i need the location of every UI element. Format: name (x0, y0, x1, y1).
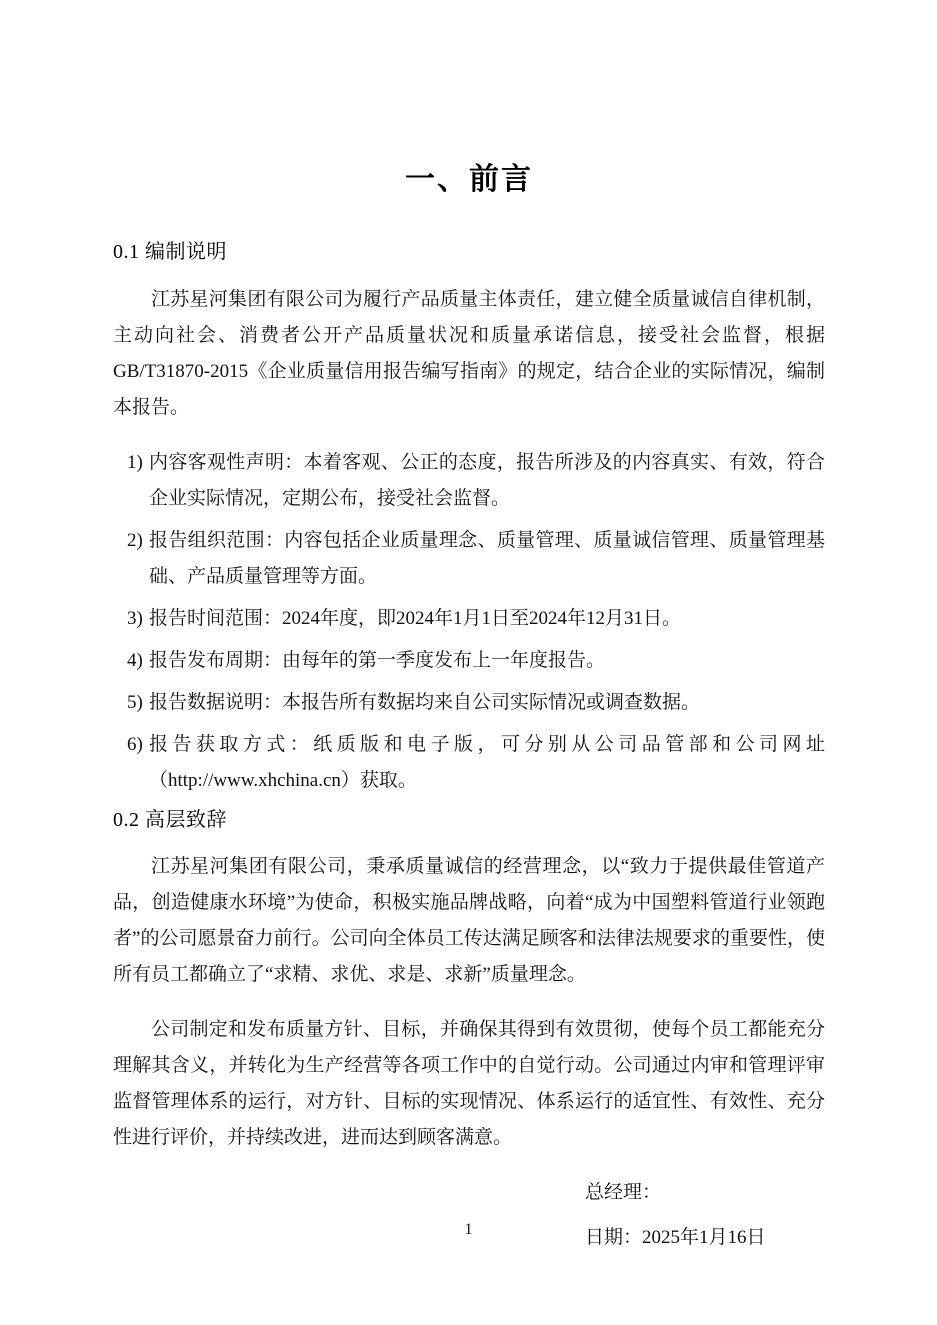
speech-paragraph-1: 江苏星河集团有限公司，秉承质量诚信的经营理念，以“致力于提供最佳管道产品，创造健康水环境”为使命，积极实施品牌战略，向着“成为中国塑料管道行业领跑者”的公司愿景奋力前行。公司向全体员工传达满足顾客和法律法规要求的重要性，使所有员工都确立了“求精、求优、求是、求新”质量理念。 (113, 856, 825, 986)
list-item-4 (127, 643, 825, 679)
list-item-3-text: 报告时间范围：2024年度，即2024年1月1日至2024年12月31日。 (149, 607, 682, 629)
list-item-3-marker: 3) (127, 607, 143, 629)
list-item-2-text: 报告组织范围：内容包括企业质量理念、质量管理、质量诚信管理、质量管理基础、产品质量管理等方面。 (149, 529, 825, 587)
list-item-5-text: 报告数据说明：本报告所有数据均来自公司实际情况或调查数据。 (149, 691, 701, 713)
list-item-6 (127, 727, 825, 799)
list-item-6-text: 报告获取方式：纸质版和电子版，可分别从公司品管部和公司网址（http://www.xhchina.cn）获取。 (149, 733, 825, 791)
signature-date: 日期：2025年1月16日 (585, 1227, 766, 1249)
section-heading-0-1: 0.1 编制说明 (113, 241, 227, 263)
signature-role: 总经理： (585, 1182, 662, 1204)
list-item-1-text: 内容客观性声明：本着客观、公正的态度，报告所涉及的内容真实、有效，符合企业实际情况，定期公布，接受社会监督。 (149, 451, 825, 509)
list-item-6-marker: 6) (127, 733, 143, 755)
page-title: 一、前言 (405, 163, 533, 196)
numbered-list (113, 445, 825, 799)
section-heading-0-2: 0.2 高层致辞 (113, 808, 227, 831)
speech-paragraph-2: 公司制定和发布质量方针、目标，并确保其得到有效贯彻，使每个员工都能充分理解其含义，并转化为生产经营等各项工作中的自觉行动。公司通过内审和管理评审监督管理体系的运行，对方针、目标的实现情况、体系运行的适宜性、有效性、充分性进行评价，并持续改进，进而达到顾客满意。 (113, 1019, 825, 1149)
page-number: 1 (464, 1221, 473, 1238)
list-item-2-marker: 2) (127, 529, 143, 551)
list-item-5 (127, 685, 825, 721)
intro-paragraph: 江苏星河集团有限公司为履行产品质量主体责任，建立健全质量诚信自律机制，主动向社会、消费者公开产品质量状况和质量承诺信息，接受社会监督，根据GB/T31870-2015《企业质量信用报告编写指南》的规定，结合企业的实际情况，编制本报告。 (113, 288, 825, 418)
list-item-5-marker: 5) (127, 691, 143, 713)
signature-block (585, 1175, 825, 1256)
list-item-1 (127, 445, 825, 517)
list-item-1-marker: 1) (127, 451, 143, 473)
list-item-3 (127, 601, 825, 637)
list-item-4-marker: 4) (127, 649, 143, 671)
list-item-2 (127, 523, 825, 595)
list-item-4-text: 报告发布周期：由每年的第一季度发布上一年度报告。 (149, 649, 606, 671)
